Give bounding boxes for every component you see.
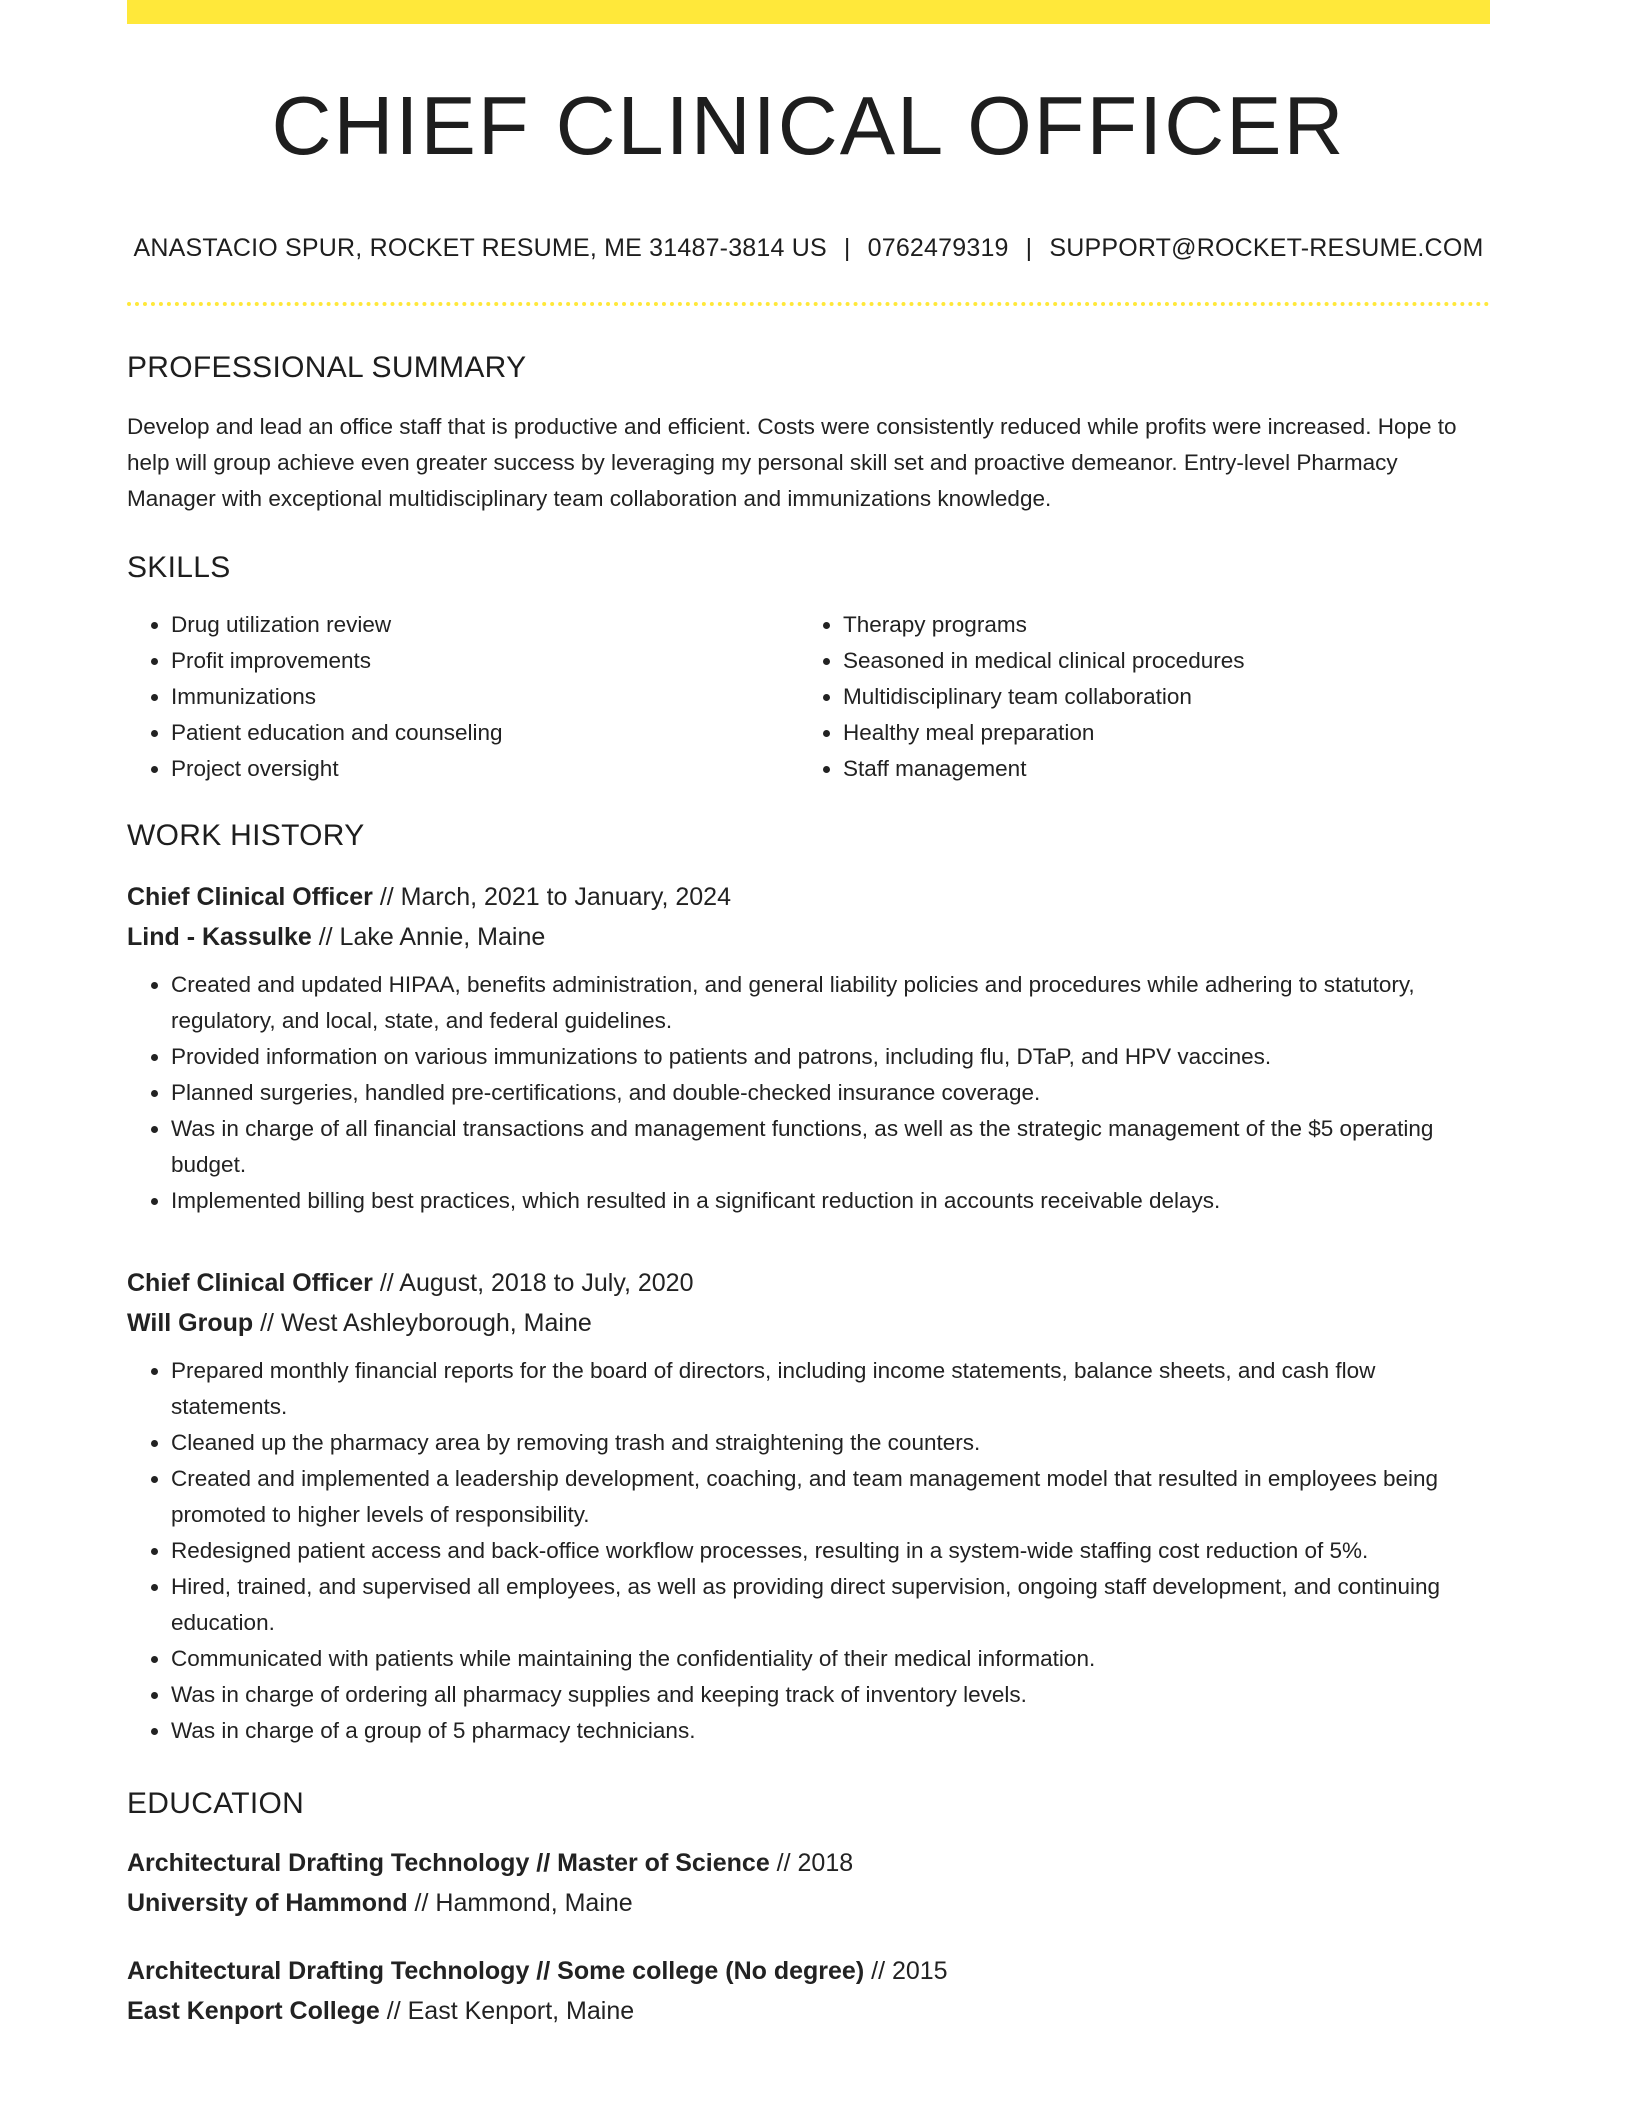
- education-school-line: [127, 1991, 1490, 2031]
- job-location: // Lake Annie, Maine: [311, 923, 546, 951]
- resume-title: CHIEF CLINICAL OFFICER: [271, 79, 1346, 172]
- contact-line: [127, 234, 1490, 263]
- section-title-skills: SKILLS: [127, 551, 231, 584]
- skill-item: • Multidisciplinary team collaboration: [843, 679, 1471, 715]
- job-dates: // August, 2018 to July, 2020: [372, 1269, 694, 1297]
- section-title-work-history: WORK HISTORY: [127, 819, 365, 852]
- summary-text: Develop and lead an office staff that is productive and efficient. Costs were consistently reduced while profits were increased. Hope to help will group achieve even greater success by leveraging my personal skill set and proactive demeanor. Entry-level Pharmacy Manager with exceptional multidisciplinary team collaboration and immunizations knowledge.: [127, 414, 1457, 511]
- contact-phone: 0762479319: [867, 234, 1009, 262]
- skill-item: • Healthy meal preparation: [843, 715, 1471, 751]
- education-school: East Kenport College: [127, 1997, 380, 2025]
- job-bullet: • Implemented billing best practices, which resulted in a significant reduction in accounts receivable delays.: [171, 1183, 1490, 1219]
- education-year: // 2015: [864, 1957, 948, 1985]
- section-title-education: EDUCATION: [127, 1787, 305, 1820]
- education-degree-line: [127, 1843, 1490, 1883]
- job-entry: [127, 877, 1490, 1219]
- education-school: University of Hammond: [127, 1889, 408, 1917]
- contact-separator: |: [843, 234, 851, 262]
- job-role-line: [127, 1263, 1490, 1303]
- job-location: // West Ashleyborough, Maine: [253, 1309, 592, 1337]
- skill-item: • Project oversight: [171, 751, 799, 787]
- job-bullet: • Communicated with patients while maintaining the confidentiality of their medical information.: [171, 1641, 1490, 1677]
- job-bullet: • Created and implemented a leadership development, coaching, and team management model that resulted in employees being promoted to higher levels of responsibility.: [171, 1461, 1490, 1533]
- contact-address: ANASTACIO SPUR, ROCKET RESUME, ME 31487-3814 US: [133, 234, 827, 262]
- skill-item: • Therapy programs: [843, 607, 1471, 643]
- education-year: // 2018: [769, 1849, 854, 1877]
- job-bullet: • Hired, trained, and supervised all employees, as well as providing direct supervision, ongoing staff development, and continuing education.: [171, 1569, 1490, 1641]
- skills-list: [127, 607, 1490, 787]
- job-company-line: [127, 917, 1490, 957]
- education-location: // East Kenport, Maine: [379, 1997, 635, 2025]
- job-entry: [127, 1263, 1490, 1749]
- contact-separator: |: [1025, 234, 1033, 262]
- job-bullet: • Planned surgeries, handled pre-certifications, and double-checked insurance coverage.: [171, 1075, 1490, 1111]
- job-dates: // March, 2021 to January, 2024: [372, 883, 731, 911]
- resume-page: [127, 0, 1490, 2031]
- job-role: Chief Clinical Officer: [127, 1269, 373, 1297]
- education-degree-line: [127, 1951, 1490, 1991]
- job-bullet: • Cleaned up the pharmacy area by removing trash and straightening the counters.: [171, 1425, 1490, 1461]
- job-company: Lind - Kassulke: [127, 923, 312, 951]
- job-bullet: • Prepared monthly financial reports for the board of directors, including income statements, balance sheets, and cash flow statements.: [171, 1353, 1490, 1425]
- skill-item: • Profit improvements: [171, 643, 799, 679]
- education-entry: [127, 1951, 1490, 2031]
- job-bullet: • Was in charge of a group of 5 pharmacy technicians.: [171, 1713, 1490, 1749]
- job-company: Will Group: [127, 1309, 254, 1337]
- job-bullet: • Was in charge of all financial transactions and management functions, as well as the strategic management of the $5 operating budget.: [171, 1111, 1490, 1183]
- education-entry: [127, 1843, 1490, 1923]
- job-bullet: • Provided information on various immunizations to patients and patrons, including flu, DTaP, and HPV vaccines.: [171, 1039, 1490, 1075]
- skill-item: • Drug utilization review: [171, 607, 799, 643]
- job-role: Chief Clinical Officer: [127, 883, 373, 911]
- job-bullet: • Redesigned patient access and back-office workflow processes, resulting in a system-wide staffing cost reduction of 5%.: [171, 1533, 1490, 1569]
- job-bullets: [127, 1353, 1490, 1749]
- job-company-line: [127, 1303, 1490, 1343]
- skill-item: • Immunizations: [171, 679, 799, 715]
- education-degree: Architectural Drafting Technology // Master of Science: [127, 1849, 770, 1877]
- contact-email: SUPPORT@ROCKET-RESUME.COM: [1049, 234, 1484, 262]
- skill-item: • Staff management: [843, 751, 1471, 787]
- education-location: // Hammond, Maine: [407, 1889, 633, 1917]
- job-bullet: • Was in charge of ordering all pharmacy supplies and keeping track of inventory levels.: [171, 1677, 1490, 1713]
- education-school-line: [127, 1883, 1490, 1923]
- job-bullets: [127, 967, 1490, 1219]
- job-role-line: [127, 877, 1490, 917]
- skill-item: • Patient education and counseling: [171, 715, 799, 751]
- skills-column-left: [127, 607, 799, 787]
- education-degree: Architectural Drafting Technology // Some college (No degree): [127, 1957, 865, 1985]
- header-divider: [127, 302, 1490, 306]
- job-bullet: • Created and updated HIPAA, benefits administration, and general liability policies and procedures while adhering to statutory, regulatory, and local, state, and federal guidelines.: [171, 967, 1490, 1039]
- skills-column-right: [799, 607, 1471, 787]
- section-title-summary: PROFESSIONAL SUMMARY: [127, 351, 527, 384]
- top-accent-bar: [127, 0, 1490, 24]
- skill-item: • Seasoned in medical clinical procedures: [843, 643, 1471, 679]
